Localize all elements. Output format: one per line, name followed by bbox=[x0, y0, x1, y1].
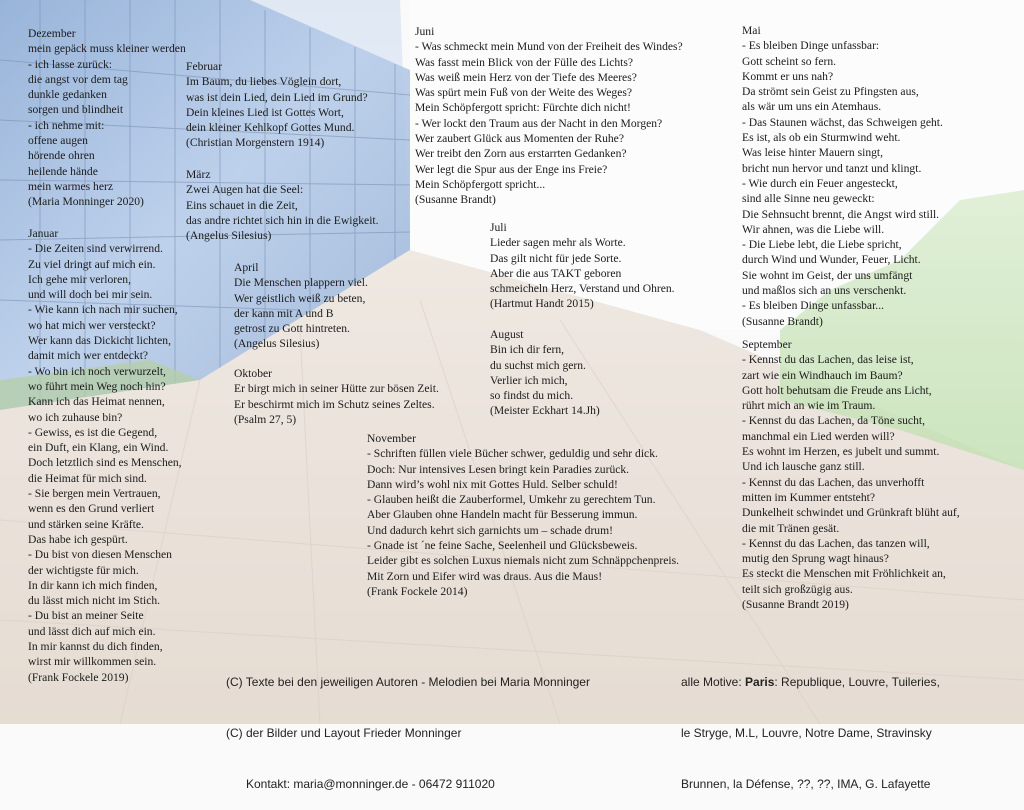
poem-line: Im Baum, du liebes Vöglein dort, bbox=[186, 75, 342, 89]
poem-line: bricht nun hervor und tanzt und klingt. bbox=[742, 161, 922, 175]
poem-august bbox=[490, 327, 600, 419]
poem-line: so findst du mich. bbox=[490, 389, 574, 403]
poem-line: - Sie bergen mein Vertrauen, bbox=[28, 487, 161, 501]
poem-line: Das gilt nicht für jede Sorte. bbox=[490, 251, 622, 265]
poem-line: Gott scheint so fern. bbox=[742, 54, 837, 68]
poem-line: In dir kann ich mich finden, bbox=[28, 578, 158, 592]
poem-line: - Wer lockt den Traum aus der Nacht in den Morgen? bbox=[415, 116, 663, 130]
poem-line: Wer legt die Spur aus der Enge ins Freie? bbox=[415, 162, 608, 176]
poem-line: Es ist, als ob ein Sturmwind weht. bbox=[742, 131, 901, 145]
poem-line: hörende ohren bbox=[28, 149, 95, 163]
poem-line: Doch: Nur intensives Lesen bringt kein Paradies zurück. bbox=[367, 462, 630, 476]
poem-line: damit mich wer entdeckt? bbox=[28, 349, 149, 363]
poem-line: sind alle Sinne neu geweckt: bbox=[742, 192, 875, 206]
poem-line: Verlier ich mich, bbox=[490, 373, 568, 387]
poem-line: offene augen bbox=[28, 134, 88, 148]
poem-line: Was spürt mein Fuß von der Weite des Weges? bbox=[415, 86, 633, 100]
credits-images: (C) der Bilder und Layout Frieder Monninger bbox=[226, 726, 462, 740]
poem-line: heilende hände bbox=[28, 164, 98, 178]
poem-line: Kommt er uns nah? bbox=[742, 69, 834, 83]
poem-line: Zwei Augen hat die Seel: bbox=[186, 183, 304, 197]
credits-texts: (C) Texte bei den jeweiligen Autoren - Melodien bei Maria Monninger bbox=[226, 675, 590, 689]
poem-line: Er beschirmt mich im Schutz seines Zeltes. bbox=[234, 397, 435, 411]
poem-line: Was leise hinter Mauern singt, bbox=[742, 146, 884, 160]
poem-line: - Kennst du das Lachen, das leise ist, bbox=[742, 353, 914, 367]
poem-line: dein kleiner Kehlkopf Gottes Mund. bbox=[186, 121, 355, 135]
poem-line: Die Sehnsucht brennt, die Angst wird still. bbox=[742, 207, 940, 221]
motifs-block bbox=[681, 640, 940, 810]
poem-line: Was fasst mein Blick von der Fülle des Lichts? bbox=[415, 55, 634, 69]
poem-line: - Es bleiben Dinge unfassbar: bbox=[742, 39, 880, 53]
poem-month-heading: Oktober bbox=[234, 367, 272, 380]
poem-september bbox=[742, 337, 960, 612]
poem-juni bbox=[415, 24, 683, 208]
poem-line: Wer zaubert Glück aus Momenten der Ruhe? bbox=[415, 132, 624, 146]
poem-line: als wär um uns ein Atemhaus. bbox=[742, 100, 882, 114]
poem-line: der wichtigste für mich. bbox=[28, 563, 139, 577]
poem-line: das andre richtet sich hin in die Ewigkeit. bbox=[186, 213, 379, 227]
poem-november bbox=[367, 431, 679, 599]
poem-month-heading: Februar bbox=[186, 60, 223, 73]
poem-month-heading: Juni bbox=[415, 25, 435, 38]
poem-line: - Du bist an meiner Seite bbox=[28, 609, 144, 623]
poem-april bbox=[234, 260, 368, 352]
poem-line: Aber Glauben ohne Handeln macht für Besserung immun. bbox=[367, 508, 638, 522]
poem-line: und lässt dich auf mich ein. bbox=[28, 624, 156, 638]
poem-line: (Hartmut Handt 2015) bbox=[490, 297, 594, 311]
poem-line: (Frank Fockele 2014) bbox=[367, 584, 468, 598]
poem-line: Doch letztlich sind es Menschen, bbox=[28, 456, 182, 470]
poem-line: - Du bist von diesen Menschen bbox=[28, 548, 172, 562]
motifs-line-3: Brunnen, la Défense, ??, ??, IMA, G. Lafayette bbox=[681, 777, 931, 791]
poem-line: (Psalm 27, 5) bbox=[234, 412, 297, 426]
poem-line: In mir kannst du dich finden, bbox=[28, 640, 163, 654]
poem-line: - Wie durch ein Feuer angesteckt, bbox=[742, 176, 898, 190]
poem-maerz bbox=[186, 167, 379, 243]
poem-line: - Schriften füllen viele Bücher schwer, geduldig und sehr dick. bbox=[367, 447, 658, 461]
poem-line: - Wie kann ich nach mir suchen, bbox=[28, 303, 178, 317]
poem-line: rührt mich an wie im Traum. bbox=[742, 399, 876, 413]
poem-line: - Es bleiben Dinge unfassbar... bbox=[742, 299, 884, 313]
poem-line: die mit Tränen gesät. bbox=[742, 521, 840, 535]
poem-line: Wer kann das Dickicht lichten, bbox=[28, 334, 171, 348]
poem-month-heading: April bbox=[234, 261, 259, 274]
motifs-line-1-rest: : Republique, Louvre, Tuileries, bbox=[774, 675, 940, 689]
motifs-line-2: le Stryge, M.L, Louvre, Notre Dame, Stravinsky bbox=[681, 726, 932, 740]
poem-line: Es steckt die Menschen mit Fröhlichkeit an, bbox=[742, 567, 946, 581]
poem-line: (Susanne Brandt 2019) bbox=[742, 598, 849, 612]
poem-line: mein gepäck muss kleiner werden bbox=[28, 42, 186, 56]
poem-line: (Meister Eckhart 14.Jh) bbox=[490, 404, 600, 418]
poem-line: - Das Staunen wächst, das Schweigen geht. bbox=[742, 115, 943, 129]
poem-line: (Angelus Silesius) bbox=[186, 229, 272, 243]
motifs-line-1 bbox=[681, 674, 940, 691]
poem-line: Eins schauet in die Zeit, bbox=[186, 198, 298, 212]
contact-info: Kontakt: maria@monninger.de - 06472 911020 bbox=[246, 777, 495, 791]
poem-line: Wer geistlich weiß zu beten, bbox=[234, 291, 366, 305]
poem-line: - Glauben heißt die Zauberformel, Umkehr zu gerechtem Tun. bbox=[367, 493, 656, 507]
poem-line: - Kennst du das Lachen, da Töne sucht, bbox=[742, 414, 925, 428]
poem-line: Sie wohnt im Geist, der uns umfängt bbox=[742, 268, 913, 282]
poem-line: dunkle gedanken bbox=[28, 88, 107, 102]
poem-month-heading: November bbox=[367, 432, 416, 445]
poem-line: Dann wird’s wohl nix mit Gottes Huld. Selber schuld! bbox=[367, 477, 618, 491]
poem-line: Was weiß mein Herz von der Tiefe des Meeres? bbox=[415, 70, 637, 84]
poem-line: wo hat mich wer versteckt? bbox=[28, 318, 156, 332]
poem-line: - Gnade ist ´ne feine Sache, Seelenheil und Glücksbeweis. bbox=[367, 539, 638, 553]
poem-line: Bin ich dir fern, bbox=[490, 343, 565, 357]
poem-januar bbox=[28, 226, 182, 685]
poem-line: und stärken seine Kräfte. bbox=[28, 517, 144, 531]
poem-line: ein Duft, ein Klang, ein Wind. bbox=[28, 441, 169, 455]
poem-month-heading: September bbox=[742, 338, 792, 351]
poem-month-heading: Dezember bbox=[28, 27, 76, 40]
poem-line: (Frank Fockele 2019) bbox=[28, 670, 129, 684]
poem-oktober bbox=[234, 366, 439, 427]
poem-line: - Gewiss, es ist die Gegend, bbox=[28, 425, 158, 439]
poem-line: Lieder sagen mehr als Worte. bbox=[490, 236, 626, 250]
poem-line: Zu viel dringt auf mich ein. bbox=[28, 257, 156, 271]
poem-line: Mit Zorn und Eifer wird was draus. Aus die Maus! bbox=[367, 569, 603, 583]
poem-month-heading: Juli bbox=[490, 221, 507, 234]
poem-line: Die Menschen plappern viel. bbox=[234, 276, 368, 290]
poem-line: - ich nehme mit: bbox=[28, 118, 105, 132]
poem-line: Dunkelheit schwindet und Grünkraft blüht auf, bbox=[742, 506, 960, 520]
poem-line: wo führt mein Weg noch hin? bbox=[28, 379, 166, 393]
poem-line: Gott holt behutsam die Freude ans Licht, bbox=[742, 383, 932, 397]
poem-line: - Kennst du das Lachen, das tanzen will, bbox=[742, 536, 930, 550]
poem-line: Mein Schöpfergott spricht: Fürchte dich nicht! bbox=[415, 101, 631, 115]
poem-line: - Was schmeckt mein Mund von der Freiheit des Windes? bbox=[415, 40, 683, 54]
poem-line: was ist dein Lied, dein Lied im Grund? bbox=[186, 90, 368, 104]
poem-line: du lässt mich nicht im Stich. bbox=[28, 594, 161, 608]
poem-line: Und ich lausche ganz still. bbox=[742, 460, 865, 474]
poem-line: und maßlos sich an uns verschenkt. bbox=[742, 284, 907, 298]
credits-block bbox=[226, 640, 590, 810]
poem-line: zart wie ein Windhauch im Baum? bbox=[742, 368, 903, 382]
poem-line: - ich lasse zurück: bbox=[28, 57, 113, 71]
motifs-prefix: alle Motive: bbox=[681, 675, 746, 689]
poem-line: (Angelus Silesius) bbox=[234, 337, 320, 351]
poem-month-heading: August bbox=[490, 328, 524, 341]
poem-februar bbox=[186, 59, 368, 151]
poem-line: wo ich zuhause bin? bbox=[28, 410, 123, 424]
poem-line: und will doch bei mir sein. bbox=[28, 288, 153, 302]
poem-line: - Kennst du das Lachen, das unverhofft bbox=[742, 475, 925, 489]
poem-month-heading: März bbox=[186, 168, 211, 181]
poem-line: mitten im Kummer entsteht? bbox=[742, 490, 875, 504]
poem-line: (Susanne Brandt) bbox=[415, 193, 496, 207]
poem-line: du suchst mich gern. bbox=[490, 358, 586, 372]
poem-line: Dein kleines Lied ist Gottes Wort, bbox=[186, 105, 344, 119]
poem-line: getrost zu Gott hintreten. bbox=[234, 322, 350, 336]
poem-line: durch Wind und Wunder, Feuer, Licht. bbox=[742, 253, 921, 267]
poem-month-heading: Januar bbox=[28, 227, 59, 240]
poem-line: Ich gehe mir verloren, bbox=[28, 272, 132, 286]
poem-line: die angst vor dem tag bbox=[28, 72, 128, 86]
poem-line: Er birgt mich in seiner Hütte zur bösen Zeit. bbox=[234, 382, 439, 396]
poem-line: Mein Schöpfergott spricht... bbox=[415, 177, 546, 191]
poem-line: (Susanne Brandt) bbox=[742, 314, 823, 328]
poem-line: schmeicheln Herz, Verstand und Ohren. bbox=[490, 282, 675, 296]
poem-line: - Die Zeiten sind verwirrend. bbox=[28, 242, 163, 256]
poem-line: die Heimat für mich sind. bbox=[28, 471, 147, 485]
poem-line: Es wohnt im Herzen, es jubelt und summt. bbox=[742, 445, 940, 459]
poem-line: mein warmes herz bbox=[28, 179, 113, 193]
poem-line: Wer treibt den Zorn aus erstarrten Gedanken? bbox=[415, 147, 627, 161]
poem-month-heading: Mai bbox=[742, 24, 761, 37]
poem-line: Kann ich das Heimat nennen, bbox=[28, 395, 165, 409]
motifs-city: Paris bbox=[745, 675, 775, 689]
poem-line: wenn es den Grund verliert bbox=[28, 502, 155, 516]
poem-juli bbox=[490, 220, 675, 312]
poem-line: - Die Liebe lebt, die Liebe spricht, bbox=[742, 238, 902, 252]
poem-dezember bbox=[28, 26, 186, 210]
poem-line: manchmal ein Lied werden will? bbox=[742, 429, 895, 443]
poem-line: (Maria Monninger 2020) bbox=[28, 195, 144, 209]
poem-line: sorgen und blindheit bbox=[28, 103, 124, 117]
poem-line: Aber die aus TAKT geboren bbox=[490, 266, 622, 280]
poem-line: Wir ahnen, was die Liebe will. bbox=[742, 222, 885, 236]
poem-mai bbox=[742, 23, 943, 329]
poem-line: der kann mit A und B bbox=[234, 306, 334, 320]
poem-line: mutig den Sprung wagt hinaus? bbox=[742, 552, 889, 566]
poem-line: - Wo bin ich noch verwurzelt, bbox=[28, 364, 166, 378]
poem-line: wirst mir willkommen sein. bbox=[28, 655, 157, 669]
poem-line: Da strömt sein Geist zu Pfingsten aus, bbox=[742, 85, 919, 99]
poem-line: teilt sich großzügig aus. bbox=[742, 582, 853, 596]
poem-line: Und dadurch kehrt sich garnichts um – schade drum! bbox=[367, 523, 613, 537]
poem-line: (Christian Morgenstern 1914) bbox=[186, 136, 325, 150]
poem-line: Das habe ich gespürt. bbox=[28, 532, 128, 546]
poem-line: Leider gibt es solchen Luxus niemals nicht zum Schnäppchenpreis. bbox=[367, 554, 679, 568]
